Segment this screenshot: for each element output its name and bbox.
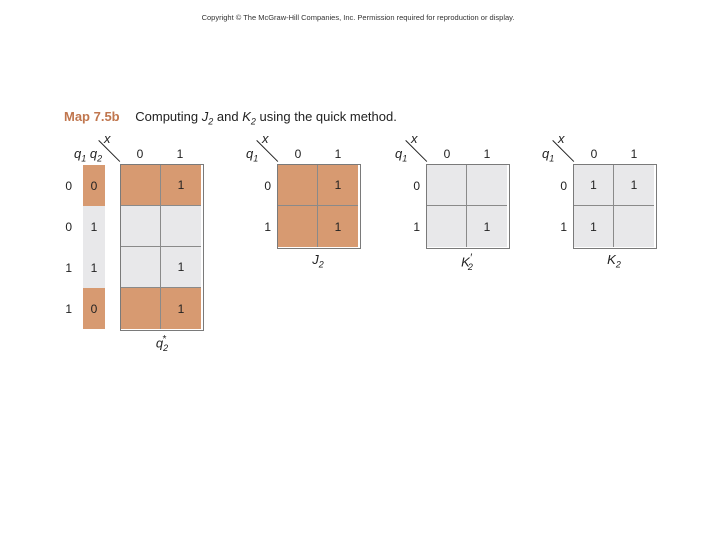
row-header: 1 <box>413 220 420 234</box>
kmap-cell <box>278 165 318 206</box>
kmap-title: $q_2^*$ <box>155 334 169 353</box>
row-header-q2: 1 <box>90 220 98 234</box>
kmap-title: $J_2$ <box>312 252 324 270</box>
row-header: 0 <box>560 179 567 193</box>
kmap-cell: 1 <box>161 165 201 206</box>
row-header-q2: 0 <box>90 179 98 193</box>
kmap-cell: 1 <box>574 206 614 247</box>
row-header: 1 <box>560 220 567 234</box>
col-header: 0 <box>136 147 144 161</box>
kmap-cell: 1 <box>614 165 654 206</box>
row-header-q1: 0 <box>65 179 72 193</box>
q2-column-plain <box>83 206 105 288</box>
corner-var-q1: $q_1$ <box>395 146 408 164</box>
col-header: 0 <box>443 147 451 161</box>
kmap-cell: 1 <box>318 206 358 247</box>
col-header: 1 <box>483 147 491 161</box>
kmap-title: $K_2$ <box>607 252 621 270</box>
corner-var-x: x <box>411 131 418 146</box>
kmap-cell <box>614 206 654 247</box>
kmap-cell <box>121 288 161 329</box>
figure-caption <box>64 109 397 127</box>
row-header-q2: 1 <box>90 261 98 275</box>
kmap-cell <box>121 247 161 288</box>
kmap-cell: 1 <box>467 206 507 247</box>
kmap-cell <box>121 206 161 247</box>
corner-var-x: x <box>262 131 269 146</box>
row-header: 0 <box>264 179 271 193</box>
kmap-cell <box>121 165 161 206</box>
kmap-title: $K'_2$ <box>461 252 473 272</box>
kmap-cell <box>278 206 318 247</box>
kmap-cell: 1 <box>574 165 614 206</box>
col-header: 1 <box>176 147 184 161</box>
kmap-cell <box>467 165 507 206</box>
row-header: 1 <box>264 220 271 234</box>
kmap-cell: 1 <box>161 288 201 329</box>
corner-var-q1q2: $q_1$ $q_2$ <box>74 146 103 164</box>
kmap-cell: 1 <box>318 165 358 206</box>
row-header-q2: 0 <box>90 302 98 316</box>
kmap-cell: 1 <box>161 247 201 288</box>
corner-var-q1: $q_1$ <box>246 146 259 164</box>
row-header-q1: 0 <box>65 220 72 234</box>
kmap-cell <box>427 165 467 206</box>
kmap-cell <box>427 206 467 247</box>
kmap-cell <box>161 206 201 247</box>
caption-text: Computing $J_2$ and $K_2$ using the quick method. <box>135 109 397 127</box>
copyright-notice: Copyright © The McGraw-Hill Companies, Inc. Permission required for reproduction or display. <box>201 13 515 22</box>
col-header: 0 <box>590 147 598 161</box>
col-header: 1 <box>334 147 342 161</box>
corner-var-q1: $q_1$ <box>542 146 555 164</box>
row-header-q1: 1 <box>65 261 72 275</box>
row-header: 0 <box>413 179 420 193</box>
caption-label: Map 7.5b <box>64 109 120 124</box>
corner-var-x: x <box>104 131 111 146</box>
col-header: 0 <box>294 147 302 161</box>
row-header-q1: 1 <box>65 302 72 316</box>
col-header: 1 <box>630 147 638 161</box>
corner-var-x: x <box>558 131 565 146</box>
